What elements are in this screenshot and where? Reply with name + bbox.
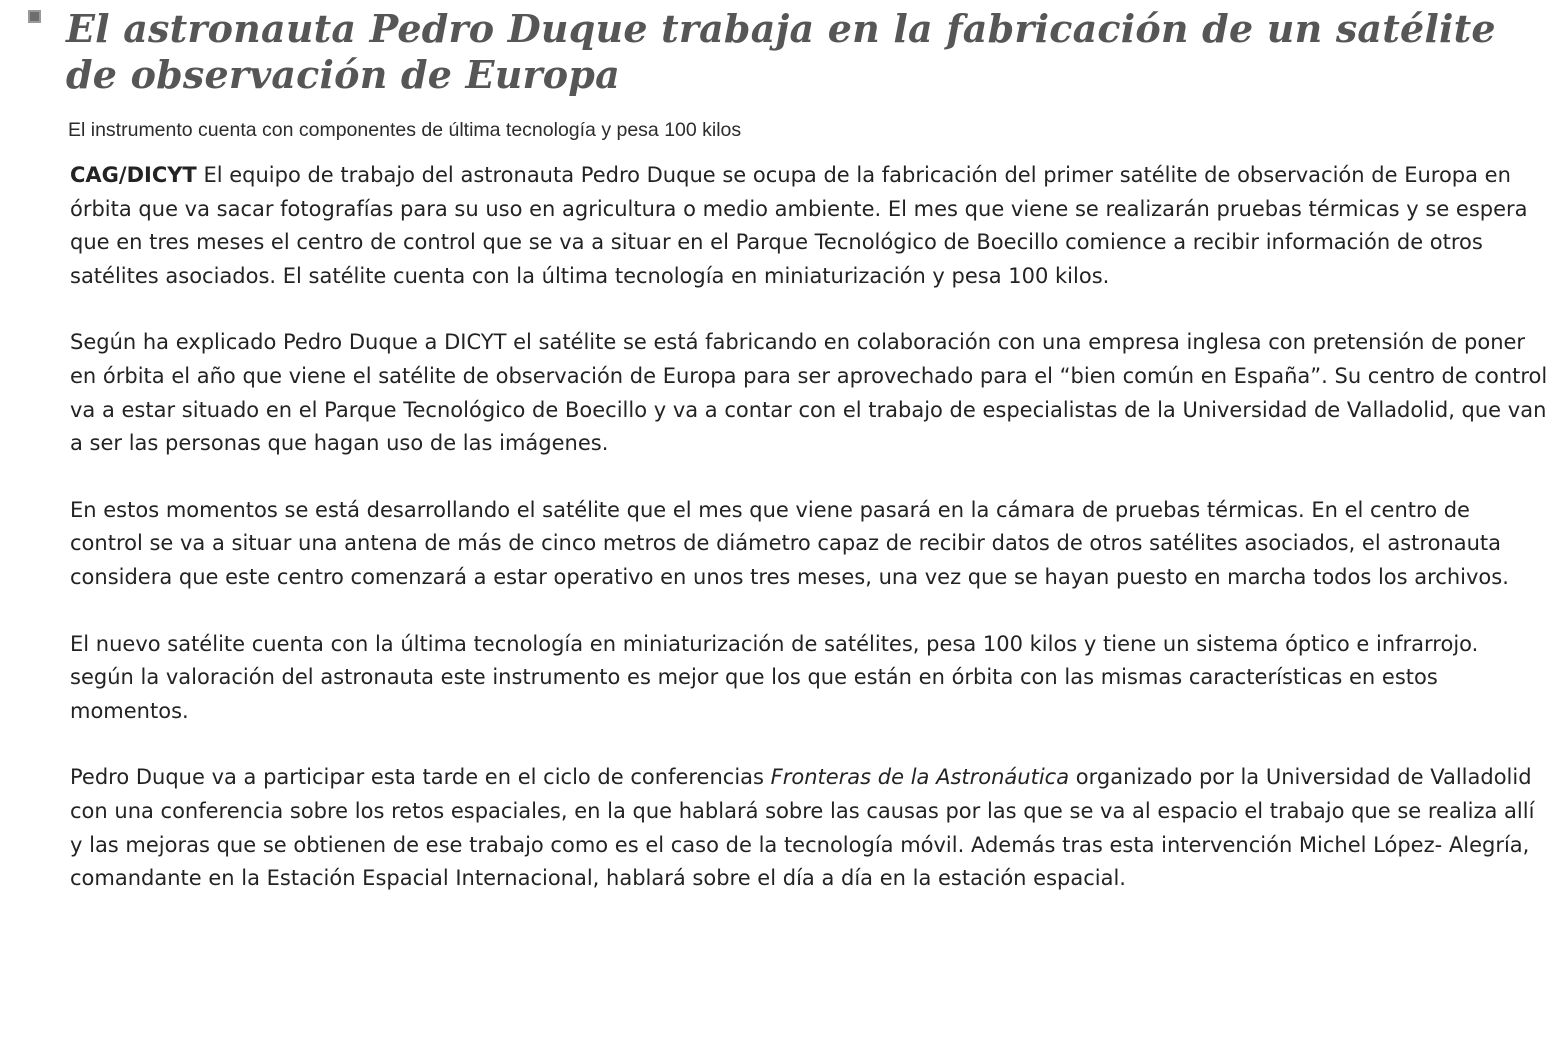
paragraph-5-text-b: organizado por la Universidad de Valladolid con una conferencia sobre los retos espaciales, en la que hablará sobre las causas por las que se va al espacio el trabajo que se realiza allí y las mejoras que se obtienen de ese trabajo como es el caso de la tecnología móvil. Además tras esta intervención Michel López- Alegría, comandante en la Estación Espacial Internacional, hablará sobre el día a día en la estación espacial. [70,765,1535,891]
source-credit: CAG/DICYT [70,163,197,187]
article-body [70,159,1548,929]
paragraph-3: En estos momentos se está desarrollando el satélite que el mes que viene pasará en la cámara de pruebas térmicas. En el centro de control se va a situar una antena de más de cinco metros de diámetro capaz de recibir datos de otros satélites asociados, el astronauta considera que este centro comenzará a estar operativo en unos tres meses, una vez que se hayan puesto en marcha todos los archivos. [70,497,1509,589]
paragraph-5-text-a: Pedro Duque va a participar esta tarde en el ciclo de conferencias [70,765,771,790]
paragraph-1 [70,159,1548,293]
lecture-series-title: Fronteras de la Astronáutica [770,765,1070,790]
subtitle: El instrumento cuenta con componentes de última tecnología y pesa 100 kilos [68,119,742,141]
paragraph-2: Según ha explicado Pedro Duque a DICYT el satélite se está fabricando en colaboración con una empresa inglesa con pretensión de poner en órbita el año que viene el satélite de observación de Europa para ser aprovechado para el “bien común en España”. Su centro de control va a estar situado en el Parque Tecnológico de Boecillo y va a contar con el trabajo de especialistas de la Universidad de Valladolid, que van a ser las personas que hagan uso de las imágenes. [70,330,1548,456]
paragraph-4: El nuevo satélite cuenta con la última tecnología en miniaturización de satélites, pesa 100 kilos y tiene un sistema óptico e infrarrojo. según la valoración del astronauta este instrumento es mejor que los que están en órbita con las mismas características en estos momentos. [70,631,1479,723]
bullet-square-icon [28,10,41,23]
paragraph-1-text: El equipo de trabajo del astronauta Pedro Duque se ocupa de la fabricación del primer satélite de observación de Europa en órbita que va sacar fotografías para su uso en agricultura o medio ambiente. El mes que viene se realizarán pruebas térmicas y se espera que en tres meses el centro de control que se va a situar en el Parque Tecnológico de Boecillo comience a recibir información de otros satélites asociados. El satélite cuenta con la última tecnología en miniaturización y pesa 100 kilos. [70,163,1528,288]
paragraph-5 [70,761,1548,895]
headline: El astronauta Pedro Duque trabaja en la fabricación de un satélite de observación de Europa [66,6,1496,97]
